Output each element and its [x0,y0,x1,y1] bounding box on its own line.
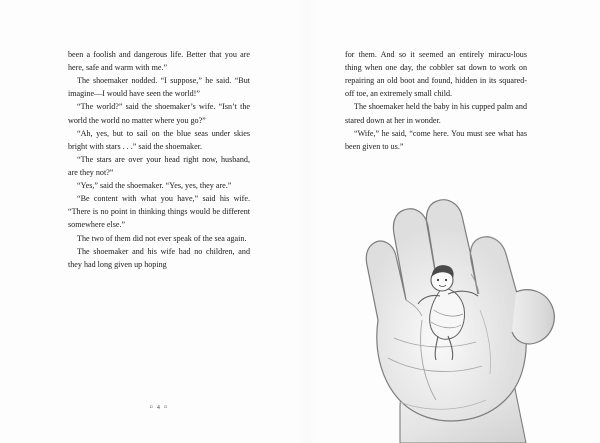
page-gutter-shadow [296,0,316,443]
paragraph: The shoemaker held the baby in his cupped palm and stared down at her in wonder. [345,102,527,125]
paragraph: for them. And so it seemed an entirely miracu-lous thing when one day, the cobbler sat down to work on repairing an old boot and found, hidden in its squared-off toe, an extremely small child. [345,50,527,99]
page-folio: ¤ 4 ¤ [149,404,169,411]
left-page-text-column [68,48,250,271]
paragraph: “Be content with what you have,” said his wife. “There is no point in thinking things would be different somewhere else.” [68,194,250,230]
paragraph: been a foolish and dangerous life. Better that you are here, safe and warm with me.” [68,50,250,73]
paragraph: The shoemaker nodded. “I suppose,” he said. “But imagine—I would have seen the world!” [68,76,250,99]
paragraph: “Wife,” he said, “come here. You must see what has been given to us.” [345,128,527,151]
paragraph: The two of them did not ever speak of the sea again. [77,233,247,243]
paragraph: “The world?” said the shoemaker’s wife. “Isn’t the world the world no matter where you go?” [68,102,250,125]
illustration-hand-with-child [330,170,592,443]
paragraph: “Yes,” said the shoemaker. “Yes, yes, they are.” [77,181,232,191]
paragraph: “Ah, yes, but to sail on the blue seas under skies bright with stars . . .” said the shoemaker. [68,128,250,151]
paragraph: “The stars are over your head right now, husband, are they not?” [68,154,250,177]
right-page-text-column [345,48,527,153]
paragraph: The shoemaker and his wife had no children, and they had long given up hoping [68,246,250,269]
